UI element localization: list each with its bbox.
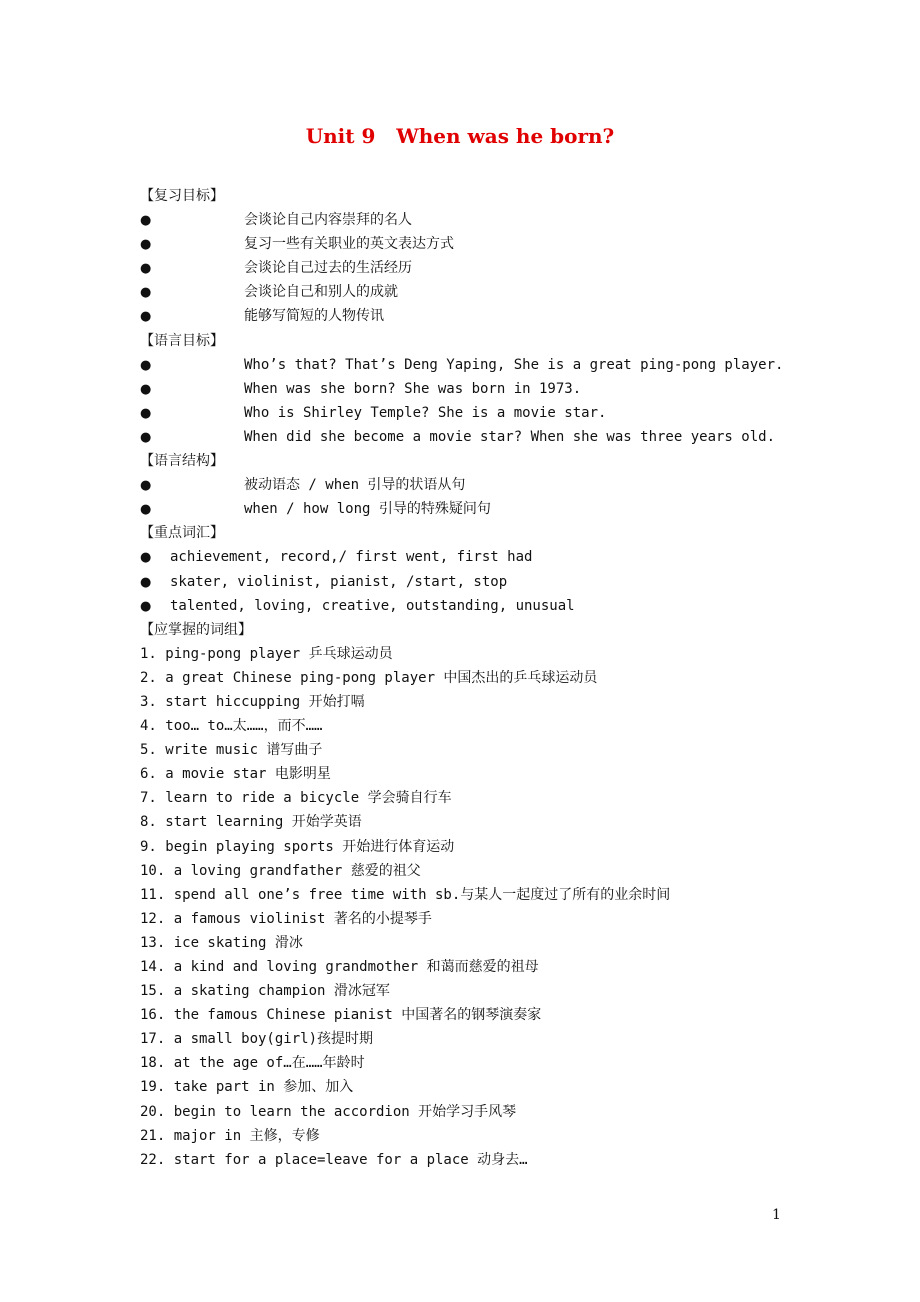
bullet-icon: ● [140,574,152,590]
bullet-icon: ● [140,429,152,445]
bullet-icon: ● [140,502,152,518]
list-item [140,208,800,232]
bullet-icon: ● [140,237,152,253]
list-item [140,256,800,280]
page-title: Unit 9 When was he born? [305,124,615,148]
list-item [140,497,800,521]
phrase-item: 13. ice skating 滑冰 [140,934,303,951]
phrase-item: 21. major in 主修，专修 [140,1127,320,1144]
phrase-item: 17. a small boy(girl)孩提时期 [140,1031,374,1048]
list-item [140,304,800,328]
section-heading: 【语言结构】 [140,453,224,470]
list-item-text: 能够写简短的人物传讯 [244,308,384,325]
list-item-text: talented, loving, creative, outstanding, unusual [170,597,575,614]
phrase-item: 22. start for a place=leave for a place 动身去… [140,1151,528,1168]
phrase-item: 20. begin to learn the accordion 开始学习手风琴 [140,1103,517,1120]
list-item-text: When did she become a movie star? When she was three years old. [244,428,776,445]
phrase-item: 7. learn to ride a bicycle 学会骑自行车 [140,790,452,807]
list-item-text: Who is Shirley Temple? She is a movie star. [244,404,607,421]
bullet-icon: ● [140,381,152,397]
list-item-text: 会谈论自己内容崇拜的名人 [244,212,412,229]
bullet-icon: ● [140,598,152,614]
bullet-icon: ● [140,261,152,277]
section-heading: 【重点词汇】 [140,525,224,542]
section-heading: 【复习目标】 [140,188,224,204]
list-item-text: when / how long 引导的特殊疑问句 [244,501,491,518]
document-body [140,184,800,1172]
section-heading: 【语言目标】 [140,332,224,349]
list-item [140,570,800,594]
phrase-item: 3. start hiccupping 开始打嗝 [140,693,365,710]
phrase-item: 6. a movie star 电影明星 [140,766,331,783]
list-item [140,377,800,401]
phrase-item: 18. at the age of…在……年龄时 [140,1055,365,1072]
phrase-item: 11. spend all one’s free time with sb.与某人一起度过了所有的业余时间 [140,886,671,903]
phrase-item: 8. start learning 开始学英语 [140,814,362,831]
phrase-item: 2. a great Chinese ping-pong player 中国杰出的乒乓球运动员 [140,669,598,686]
phrase-item: 1. ping-pong player 乒乓球运动员 [140,645,393,662]
bullet-icon: ● [140,213,152,229]
bullet-icon: ● [140,550,152,566]
list-item-text: skater, violinist, pianist, /start, stop [170,573,508,590]
phrase-item: 15. a skating champion 滑冰冠军 [140,983,390,1000]
phrase-item: 19. take part in 参加、加入 [140,1079,354,1096]
phrase-item: 14. a kind and loving grandmother 和蔼而慈爱的祖母 [140,959,539,975]
bullet-icon: ● [140,478,152,494]
phrase-item: 16. the famous Chinese pianist 中国著名的钢琴演奏家 [140,1007,542,1024]
page-number: 1 [772,1207,781,1223]
list-item [140,545,800,569]
section-heading: 【应掌握的词组】 [140,621,252,638]
list-item [140,473,800,497]
list-item-text: 被动语态 / when 引导的状语从句 [244,477,466,494]
list-item-text: achievement, record,/ first went, first had [170,549,533,566]
phrase-item: 9. begin playing sports 开始进行体育运动 [140,838,455,855]
list-item-text: When was she born? She was born in 1973. [244,380,582,397]
bullet-icon: ● [140,309,152,325]
list-item-text: Who’s that? That’s Deng Yaping, She is a great ping-pong player. [244,356,784,373]
bullet-icon: ● [140,357,152,373]
list-item [140,425,800,449]
list-item [140,594,800,618]
list-item [140,401,800,425]
bullet-icon: ● [140,285,152,301]
list-item-text: 会谈论自己和别人的成就 [244,284,398,301]
list-item-text: 复习一些有关职业的英文表达方式 [244,236,454,253]
list-item [140,232,800,256]
bullet-icon: ● [140,405,152,421]
phrase-item: 4. too… to…太……，而不…… [140,718,323,735]
list-item [140,353,800,377]
phrase-item: 10. a loving grandfather 慈爱的祖父 [140,862,421,879]
phrase-item: 12. a famous violinist 著名的小提琴手 [140,910,432,927]
list-item [140,280,800,304]
list-item-text: 会谈论自己过去的生活经历 [244,260,412,277]
phrase-item: 5. write music 谱写曲子 [140,742,323,759]
